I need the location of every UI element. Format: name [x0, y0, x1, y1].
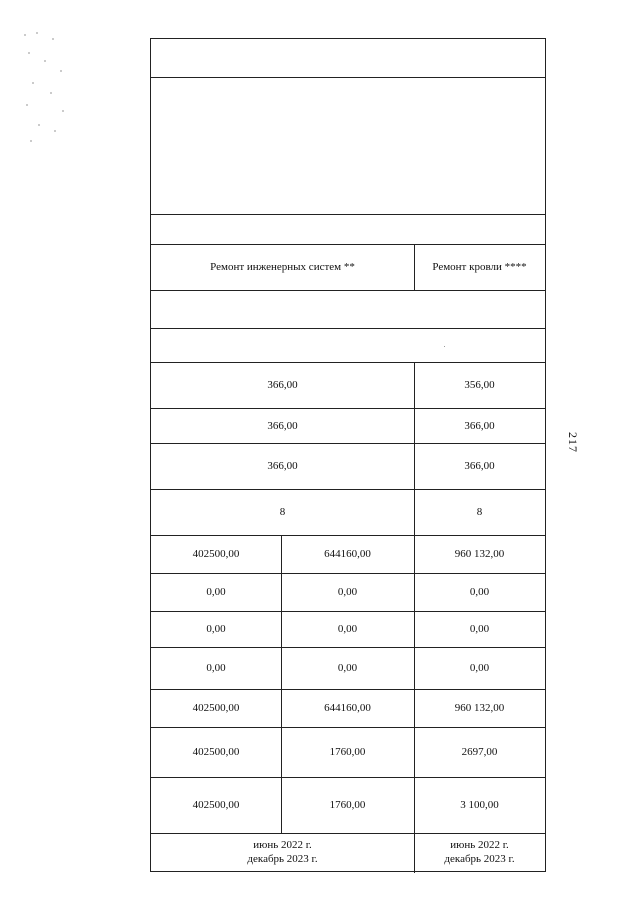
split-row-2-a: 0,00 — [206, 586, 226, 598]
split-row-1-a: 402500,00 — [192, 548, 240, 560]
row-2-systems: 366,00 — [267, 419, 298, 432]
split-row-7-a: 402500,00 — [192, 799, 240, 811]
row-divider — [151, 77, 545, 78]
data-table — [150, 38, 546, 872]
split-row-5-b: 644160,00 — [324, 702, 371, 714]
scan-artifacts — [22, 30, 72, 150]
split-row-5-a: 402500,00 — [192, 702, 240, 714]
row-1-roof: 356,00 — [464, 379, 495, 391]
split-row-6-a: 402500,00 — [192, 746, 240, 758]
row-divider — [151, 328, 545, 329]
period-systems-end: декабрь 2023 г. — [247, 853, 318, 865]
period-roof-start: июнь 2022 г. — [450, 839, 509, 851]
split-row-7-roof: 3 100,00 — [460, 799, 499, 811]
split-row-3-a: 0,00 — [206, 623, 226, 635]
split-row-2-b: 0,00 — [337, 586, 358, 598]
split-row-2-roof: 0,00 — [469, 586, 490, 598]
row-divider — [151, 214, 545, 215]
split-row-3-roof: 0,00 — [469, 623, 490, 635]
split-row-1-roof: 960 132,00 — [454, 548, 505, 560]
split-row-4-roof: 0,00 — [469, 662, 490, 674]
row-2-roof: 366,00 — [464, 419, 495, 432]
row-3-roof: 366,00 — [464, 460, 495, 472]
header-systems: Ремонт инженерных систем ** — [210, 261, 355, 273]
row-1-systems: 366,00 — [267, 379, 298, 391]
period-roof — [414, 833, 545, 871]
split-row-7-b: 1760,00 — [329, 799, 366, 811]
split-row-6-roof: 2697,00 — [461, 746, 498, 758]
row-4-roof: 8 — [476, 506, 483, 518]
row-divider — [151, 290, 545, 291]
header-roof: Ремонт кровли **** — [432, 261, 527, 273]
page-number: 217 — [566, 432, 580, 453]
split-row-4-b: 0,00 — [337, 662, 358, 674]
split-row-6-b: 1760,00 — [329, 746, 366, 758]
split-row-5-roof: 960 132,00 — [454, 702, 505, 714]
period-systems-start: июнь 2022 г. — [253, 839, 312, 851]
period-systems — [151, 833, 414, 871]
period-roof-end: декабрь 2023 г. — [444, 853, 515, 865]
split-row-4-a: 0,00 — [206, 662, 226, 674]
split-row-3-b: 0,00 — [337, 623, 358, 635]
row-4-systems: 8 — [279, 506, 286, 518]
scan-dot — [444, 346, 445, 347]
split-row-1-b: 644160,00 — [324, 548, 371, 560]
row-3-systems: 366,00 — [267, 460, 298, 472]
